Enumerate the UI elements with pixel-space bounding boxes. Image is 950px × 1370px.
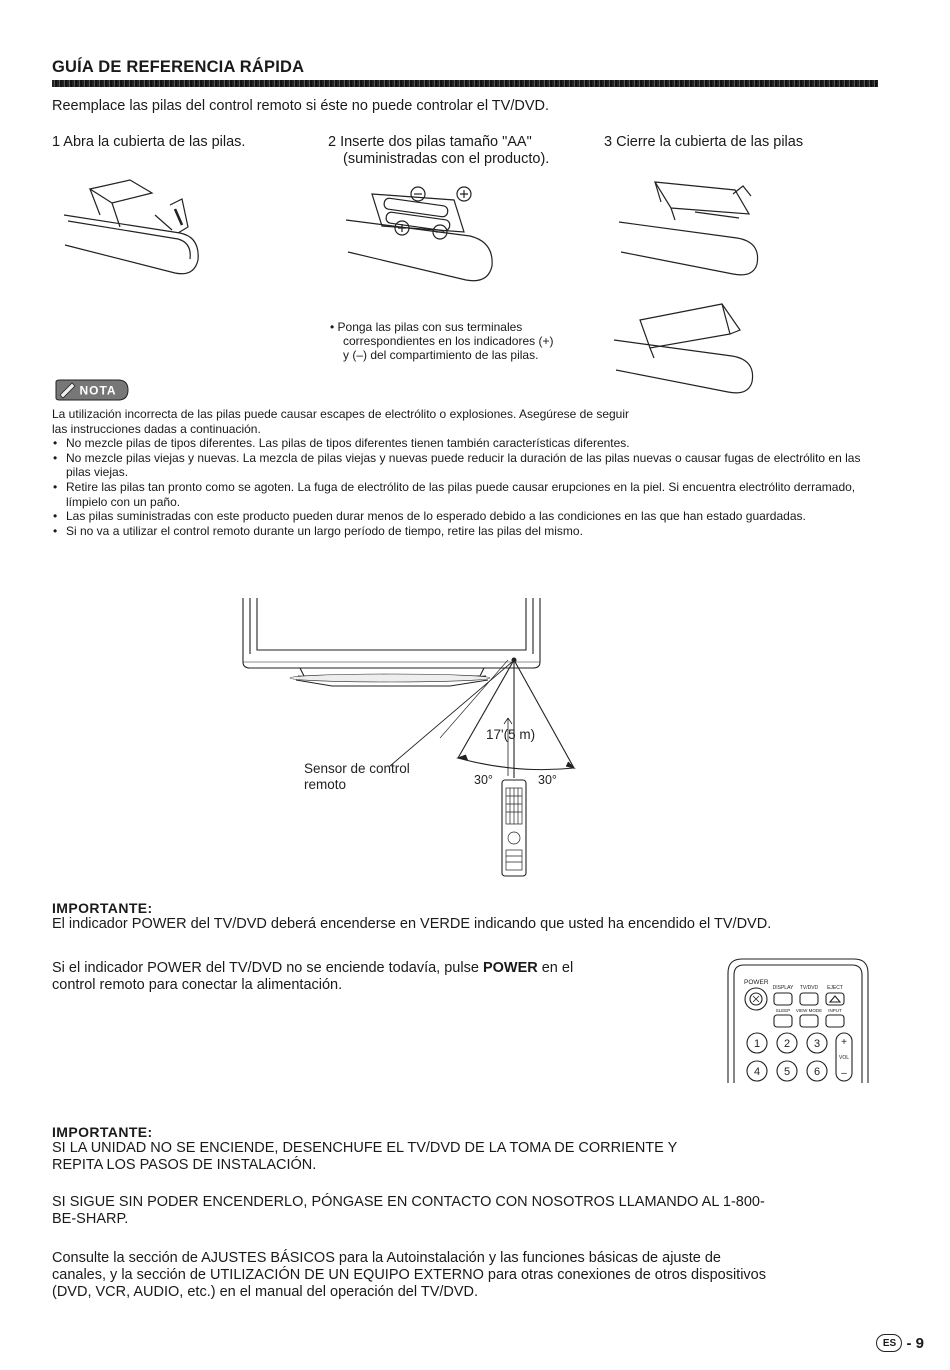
digit-4: 4 (753, 1066, 761, 1078)
remote-insert-batteries-illustration (342, 180, 502, 285)
digit-5: 5 (783, 1066, 791, 1078)
battery-hint (330, 320, 553, 362)
consult-line: (DVD, VCR, AUDIO, etc.) en el manual del operación del TV/DVD. (52, 1284, 479, 1300)
digit-6: 6 (813, 1066, 821, 1078)
nota-bullet: • Si no va a utilizar el control remoto durante un largo período de tiempo, retire las pilas del mismo. (52, 524, 882, 539)
remote-close-cover-illustration (615, 172, 770, 277)
unplug-instruction-line: SI LA UNIDAD NO SE ENCIENDE, DESENCHUFE EL TV/DVD DE LA TOMA DE CORRIENTE Y (52, 1140, 678, 1156)
unplug-instruction (52, 1140, 677, 1174)
battery-hint-line: • Ponga las pilas con sus terminales (330, 320, 523, 334)
intro-text: Reemplace las pilas del control remoto si éste no puede controlar el TV/DVD. (52, 98, 550, 114)
display-label: DISPLAY (772, 985, 794, 991)
page-title: GUÍA DE REFERENCIA RÁPIDA (52, 58, 305, 76)
nota-intro-cont: las instrucciones dadas a continuación. (52, 421, 261, 436)
tv-frame (243, 598, 540, 662)
consult-line: Consulte la sección de AJUSTES BÁSICOS para la Autoinstalación y las funciones básicas de ajuste de (52, 1250, 721, 1266)
tv-remote-range-diagram (240, 598, 600, 880)
vol-minus-icon: – (841, 1068, 847, 1079)
consult-line: canales, y la sección de UTILIZACIÓN DE UN EQUIPO EXTERNO para otras conexiones de otros dispositivos (52, 1267, 766, 1283)
consult-paragraph (52, 1250, 766, 1301)
distance-label: 17'(5 m) (486, 727, 536, 742)
title-rule (52, 80, 878, 87)
range-line-right (514, 660, 574, 768)
nota-intro: La utilización incorrecta de las pilas puede causar escapes de electrólito o explosiones. Asegúrese de seguir (52, 407, 630, 421)
tvdvd-label: TV/DVD (799, 985, 819, 991)
contact-instruction (52, 1194, 765, 1228)
power-instruction-text: en el (537, 960, 574, 976)
digit-1: 1 (753, 1038, 761, 1050)
angle-left-label: 30° (474, 773, 493, 787)
sleep-label: SLEEP (775, 1008, 791, 1013)
step-2-text-cont: (suministradas con el producto). (343, 151, 550, 167)
page-number-text: - 9 (906, 1334, 924, 1352)
nota-bullet: • Las pilas suministradas con este producto pueden durar menos de lo esperado debido a las condiciones en las que han estado guardadas. (52, 509, 882, 524)
range-line-left (458, 660, 514, 758)
vol-label: VOL (838, 1055, 850, 1061)
language-badge: ES (876, 1334, 902, 1352)
sensor-label: Sensor de control (304, 761, 410, 776)
angle-right-label: 30° (538, 773, 557, 787)
power-instruction-cont: control remoto para conectar la alimentación. (52, 977, 343, 993)
nota-bullets (52, 436, 882, 538)
nota-bullet: • No mezcle pilas de tipos diferentes. Las pilas de tipos diferentes tienen también características diferentes. (52, 436, 882, 451)
nota-bullet: • No mezcle pilas viejas y nuevas. La mezcla de pilas viejas y nuevas puede reducir la duración de las pilas nuevas o causar fugas de electrólito en las pilas viejas. (52, 451, 882, 480)
eject-label: EJECT (827, 985, 843, 991)
digit-2: 2 (783, 1038, 791, 1050)
unplug-instruction-line: REPITA LOS PASOS DE INSTALACIÓN. (52, 1157, 317, 1173)
nota-badge (54, 378, 130, 402)
battery-hint-line: y (–) del compartimiento de las pilas. (343, 348, 539, 362)
step-1 (52, 134, 245, 151)
digit-3: 3 (813, 1038, 821, 1050)
nota-label: NOTA (79, 383, 117, 398)
page-number (876, 1334, 924, 1352)
step-3-text: 3 Cierre la cubierta de las pilas (604, 134, 804, 150)
important-text-1: El indicador POWER del TV/DVD deberá encenderse en VERDE indicando que usted ha encendido el TV/DVD. (52, 916, 772, 932)
step-2 (328, 134, 549, 168)
viewmode-label: VIEW MODE (795, 1008, 823, 1013)
contact-instruction-line: SI SIGUE SIN PODER ENCENDERLO, PÓNGASE EN CONTACTO CON NOSOTROS LLAMANDO AL 1-800- (52, 1194, 765, 1210)
input-label: INPUT (828, 1008, 842, 1013)
remote-power-panel-illustration (726, 955, 871, 1085)
step-1-text: 1 Abra la cubierta de las pilas. (52, 134, 246, 150)
power-instruction-text: Si el indicador POWER del TV/DVD no se enciende todavía, pulse (52, 960, 483, 976)
remote-cover-closed-illustration (610, 300, 760, 395)
remote-open-cover-illustration (60, 175, 210, 280)
step-2-text: 2 Inserte dos pilas tamaño "AA" (328, 134, 532, 150)
power-keyword: POWER (482, 960, 538, 976)
vol-plus-icon: + (841, 1037, 847, 1048)
battery-hint-line: correspondientes en los indicadores (+) (343, 334, 554, 348)
power-label: POWER (744, 979, 769, 986)
important-heading-1: IMPORTANTE: (52, 900, 153, 916)
nota-bullet: • Retire las pilas tan pronto como se agoten. La fuga de electrólito de las pilas puede causar erupciones en la piel. Si encuentra electrólito derramado, límpielo con un paño. (52, 480, 882, 509)
step-3 (604, 134, 803, 151)
contact-instruction-line: BE-SHARP. (52, 1211, 129, 1227)
power-instruction (52, 960, 573, 994)
important-heading-2: IMPORTANTE: (52, 1124, 153, 1140)
nota-section (52, 407, 882, 538)
sensor-label-cont: remoto (304, 777, 347, 792)
